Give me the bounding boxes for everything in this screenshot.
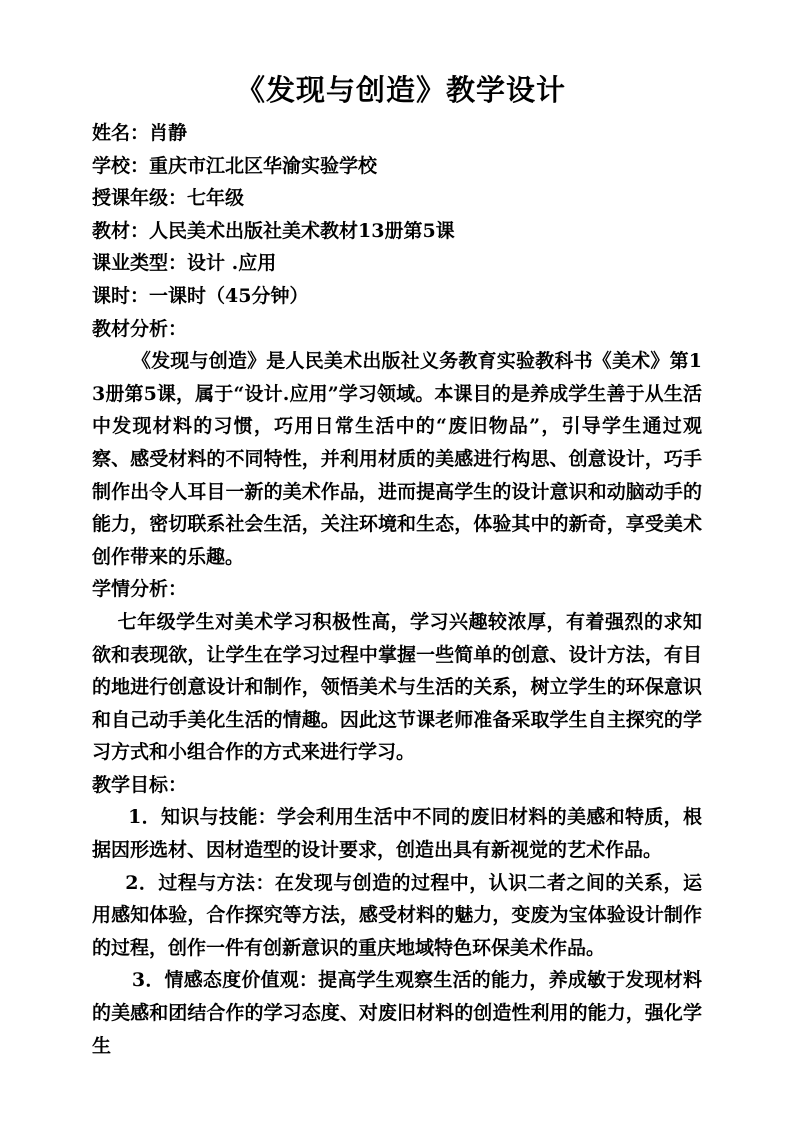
objective-item-attitude: 3．情感态度价值观：提高学生观察生活的能力，养成敏于发现材料的美感和团结合作的学习态度、对废旧材料的创造性利用的能力，强化学生 (92, 969, 702, 1057)
course-type: 课业类型：设计 .应用 (92, 252, 277, 275)
objectives-heading: 教学目标： (92, 773, 188, 796)
textbook-analysis-body: 《发现与创造》是人民美术出版社义务教育实验教科书《美术》第13册第5课，属于“设计.应用”学习领域。本课目的是养成学生善于从生活中发现材料的习惯，巧用日常生活中的“废旧物品”，引导学生通过观察、感受材料的不同特性，并利用材质的美感进行构思、创意设计，巧手制作出令人耳目一新的美术作品，进而提高学生的设计意识和动脑动手的能力，密切联系社会生活，关注环境和生态，体验其中的新奇，享受美术创作带来的乐趣。 (92, 350, 702, 568)
class-duration: 课时：一课时（45分钟） (92, 284, 309, 307)
document-title: 《发现与创造》教学设计 (235, 73, 566, 107)
school-name: 学校：重庆市江北区华渝实验学校 (92, 154, 378, 177)
objective-item-knowledge: 1．知识与技能：学会利用生活中不同的废旧材料的美感和特质，根据因形选材、因材造型的设计要求，创造出具有新视觉的艺术作品。 (92, 806, 702, 862)
textbook-analysis-heading: 教材分析： (92, 317, 188, 340)
teacher-name: 姓名：肖静 (92, 122, 188, 144)
objective-item-process: 2．过程与方法：在发现与创造的过程中，认识二者之间的关系，运用感知体验，合作探究等方法，感受材料的魅力，变废为宝体验设计制作的过程，创作一件有创新意识的重庆地域特色环保美术作品。 (92, 871, 702, 959)
student-analysis-heading: 学情分析： (92, 578, 188, 601)
textbook-info: 教材：人民美术出版社美术教材13册第5课 (92, 219, 455, 242)
grade-level: 授课年级：七年级 (92, 187, 245, 210)
student-analysis-body: 七年级学生对美术学习积极性高，学习兴趣较浓厚，有着强烈的求知欲和表现欲，让学生在学习过程中掌握一些简单的创意、设计方法，有目的地进行创意设计和制作，领悟美术与生活的关系，树立学生的环保意识和自己动手美化生活的情趣。因此这节课老师准备采取学生自主探究的学习方式和小组合作的方式来进行学习。 (92, 610, 702, 764)
